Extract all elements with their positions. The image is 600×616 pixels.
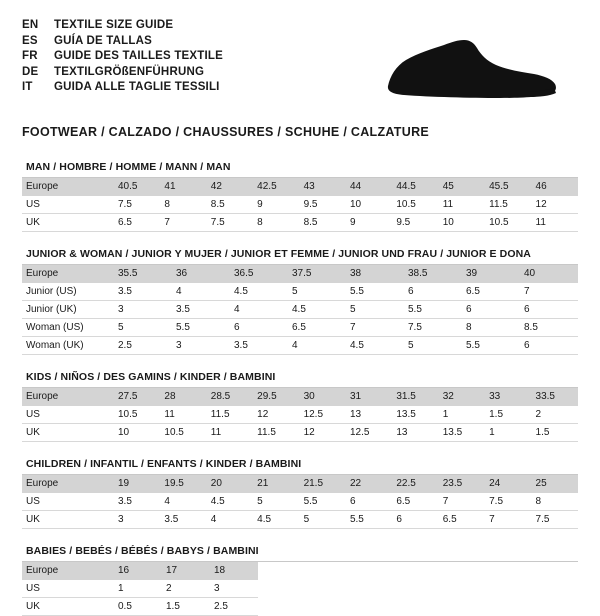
language-code: IT <box>22 81 33 93</box>
size-section <box>22 545 578 616</box>
size-cell: 16 <box>114 562 162 580</box>
size-cell: 35.5 <box>114 265 172 283</box>
table-row <box>22 319 578 337</box>
size-cell: 36 <box>172 265 230 283</box>
size-cell: 13.5 <box>439 424 485 442</box>
size-cell: 1 <box>114 580 162 598</box>
row-label: Woman (UK) <box>22 337 114 355</box>
size-section <box>22 248 578 355</box>
size-cell: 4 <box>230 301 288 319</box>
table-row <box>22 283 578 301</box>
size-cell: 5.5 <box>172 319 230 337</box>
size-cell: 8 <box>253 214 299 232</box>
size-section <box>22 161 578 232</box>
size-cell: 46 <box>532 178 578 196</box>
size-cell: 33.5 <box>532 388 578 406</box>
row-label: Europe <box>22 265 114 283</box>
size-cell: 22 <box>346 475 392 493</box>
size-cell: 11 <box>160 406 206 424</box>
size-cell: 3 <box>114 301 172 319</box>
size-cell: 1.5 <box>162 598 210 616</box>
size-cell: 24 <box>485 475 531 493</box>
size-cell: 12 <box>532 196 578 214</box>
language-row <box>22 65 223 81</box>
size-cell: 30 <box>300 388 346 406</box>
size-cell: 7.5 <box>485 493 531 511</box>
size-cell: 27.5 <box>114 388 160 406</box>
table-row <box>22 562 258 580</box>
size-table <box>22 265 578 355</box>
size-cell: 6.5 <box>439 511 485 529</box>
table-row <box>22 214 578 232</box>
language-code: FR <box>22 50 38 62</box>
table-row <box>22 475 578 493</box>
size-cell: 6 <box>230 319 288 337</box>
section-title: CHILDREN / INFANTIL / ENFANTS / KINDER / BAMBINI <box>22 458 578 475</box>
size-cell: 36.5 <box>230 265 288 283</box>
section-title: KIDS / NIÑOS / DES GAMINS / KINDER / BAMBINI <box>22 371 578 388</box>
size-cell: 4.5 <box>346 337 404 355</box>
size-tables <box>22 161 578 616</box>
size-cell: 45.5 <box>485 178 531 196</box>
size-cell: 40 <box>520 265 578 283</box>
size-cell: 3.5 <box>160 511 206 529</box>
size-cell: 7 <box>485 511 531 529</box>
size-cell: 4 <box>160 493 206 511</box>
table-row <box>22 196 578 214</box>
row-label: Europe <box>22 475 114 493</box>
language-row <box>22 80 223 96</box>
table-row <box>22 388 578 406</box>
size-cell: 12 <box>253 406 299 424</box>
size-cell: 11 <box>207 424 253 442</box>
size-cell: 2 <box>162 580 210 598</box>
language-list <box>22 18 223 96</box>
size-cell: 6.5 <box>392 493 438 511</box>
size-cell: 9 <box>253 196 299 214</box>
size-cell: 9.5 <box>300 196 346 214</box>
table-row <box>22 511 578 529</box>
language-row <box>22 18 223 34</box>
size-cell: 4 <box>288 337 346 355</box>
size-cell: 6 <box>346 493 392 511</box>
row-label: US <box>22 580 114 598</box>
size-cell: 21.5 <box>300 475 346 493</box>
language-code: ES <box>22 34 38 47</box>
size-cell: 29.5 <box>253 388 299 406</box>
size-cell: 4 <box>172 283 230 301</box>
size-cell: 11.5 <box>207 406 253 424</box>
size-cell: 18 <box>210 562 258 580</box>
size-table <box>22 475 578 529</box>
size-cell: 28 <box>160 388 206 406</box>
size-cell: 1 <box>439 406 485 424</box>
row-label: UK <box>22 214 114 232</box>
size-cell: 3.5 <box>114 283 172 301</box>
size-cell: 1 <box>485 424 531 442</box>
size-cell: 7 <box>439 493 485 511</box>
size-cell: 43 <box>300 178 346 196</box>
size-cell: 6.5 <box>114 214 160 232</box>
size-cell: 21 <box>253 475 299 493</box>
row-label: UK <box>22 598 114 616</box>
size-cell: 10.5 <box>160 424 206 442</box>
size-cell: 42.5 <box>253 178 299 196</box>
size-cell: 5.5 <box>346 511 392 529</box>
row-label: UK <box>22 511 114 529</box>
size-cell: 12.5 <box>346 424 392 442</box>
language-row <box>22 49 223 65</box>
size-cell: 42 <box>207 178 253 196</box>
row-label: US <box>22 406 114 424</box>
size-section <box>22 458 578 529</box>
size-cell: 45 <box>439 178 485 196</box>
dress-shoe-illustration <box>380 32 560 109</box>
size-cell: 4.5 <box>253 511 299 529</box>
size-cell: 38 <box>346 265 404 283</box>
size-cell: 10 <box>114 424 160 442</box>
size-cell: 3.5 <box>172 301 230 319</box>
size-cell: 13 <box>346 406 392 424</box>
size-cell: 44 <box>346 178 392 196</box>
size-cell: 6 <box>520 301 578 319</box>
size-cell: 2.5 <box>210 598 258 616</box>
size-cell: 3.5 <box>114 493 160 511</box>
size-cell: 19.5 <box>160 475 206 493</box>
document-header <box>22 18 578 109</box>
table-row <box>22 265 578 283</box>
size-cell: 7 <box>520 283 578 301</box>
size-cell: 5 <box>288 283 346 301</box>
size-table <box>22 178 578 232</box>
size-cell: 7 <box>160 214 206 232</box>
size-cell: 11.5 <box>485 196 531 214</box>
row-label: US <box>22 493 114 511</box>
size-cell: 39 <box>462 265 520 283</box>
size-cell: 7.5 <box>404 319 462 337</box>
size-cell: 0.5 <box>114 598 162 616</box>
table-row <box>22 580 258 598</box>
size-cell: 2.5 <box>114 337 172 355</box>
table-row <box>22 598 258 616</box>
language-text: GUÍA DE TALLAS <box>54 34 152 47</box>
size-cell: 12.5 <box>300 406 346 424</box>
size-cell: 25 <box>532 475 578 493</box>
size-table <box>22 562 258 616</box>
size-cell: 6.5 <box>288 319 346 337</box>
size-cell: 5 <box>300 511 346 529</box>
size-cell: 37.5 <box>288 265 346 283</box>
language-text: GUIDA ALLE TAGLIE TESSILI <box>54 81 220 93</box>
language-code: DE <box>22 65 39 78</box>
size-cell: 31 <box>346 388 392 406</box>
size-cell: 2 <box>532 406 578 424</box>
size-cell: 10 <box>346 196 392 214</box>
size-cell: 40.5 <box>114 178 160 196</box>
size-cell: 7.5 <box>207 214 253 232</box>
size-cell: 10.5 <box>114 406 160 424</box>
size-cell: 28.5 <box>207 388 253 406</box>
size-cell: 12 <box>300 424 346 442</box>
size-cell: 13 <box>392 424 438 442</box>
row-label: US <box>22 196 114 214</box>
size-cell: 11 <box>439 196 485 214</box>
size-cell: 7.5 <box>114 196 160 214</box>
size-cell: 8 <box>160 196 206 214</box>
size-cell: 6 <box>404 283 462 301</box>
language-code: EN <box>22 19 39 31</box>
row-label: Junior (US) <box>22 283 114 301</box>
table-row <box>22 406 578 424</box>
size-cell: 17 <box>162 562 210 580</box>
size-cell: 5.5 <box>346 283 404 301</box>
row-label: Europe <box>22 562 114 580</box>
table-row <box>22 493 578 511</box>
size-cell: 3 <box>172 337 230 355</box>
size-cell: 33 <box>485 388 531 406</box>
size-cell: 10.5 <box>485 214 531 232</box>
size-cell: 5.5 <box>404 301 462 319</box>
row-label: Woman (US) <box>22 319 114 337</box>
size-cell: 44.5 <box>392 178 438 196</box>
size-cell: 3.5 <box>230 337 288 355</box>
size-cell: 10.5 <box>392 196 438 214</box>
size-cell: 5.5 <box>300 493 346 511</box>
size-cell: 19 <box>114 475 160 493</box>
size-cell: 1.5 <box>485 406 531 424</box>
size-cell: 5 <box>253 493 299 511</box>
size-cell: 20 <box>207 475 253 493</box>
footwear-title: FOOTWEAR / CALZADO / CHAUSSURES / SCHUHE / CALZATURE <box>22 125 430 139</box>
size-cell: 3 <box>114 511 160 529</box>
size-cell: 7.5 <box>532 511 578 529</box>
size-cell: 38.5 <box>404 265 462 283</box>
size-cell: 9 <box>346 214 392 232</box>
size-cell: 3 <box>210 580 258 598</box>
size-cell: 31.5 <box>392 388 438 406</box>
row-label: Junior (UK) <box>22 301 114 319</box>
size-cell: 5.5 <box>462 337 520 355</box>
size-cell: 6 <box>392 511 438 529</box>
size-cell: 4 <box>207 511 253 529</box>
size-cell: 8.5 <box>207 196 253 214</box>
row-label: Europe <box>22 388 114 406</box>
size-cell: 9.5 <box>392 214 438 232</box>
section-title: BABIES / BEBÉS / BÉBÉS / BABYS / BAMBINI <box>22 545 578 562</box>
section-title: JUNIOR & WOMAN / JUNIOR Y MUJER / JUNIOR ET FEMME / JUNIOR UND FRAU / JUNIOR E DONA <box>22 248 578 265</box>
size-cell: 22.5 <box>392 475 438 493</box>
size-cell: 8 <box>532 493 578 511</box>
size-cell: 11 <box>532 214 578 232</box>
table-row <box>22 178 578 196</box>
size-cell: 6 <box>462 301 520 319</box>
size-cell: 13.5 <box>392 406 438 424</box>
size-cell: 41 <box>160 178 206 196</box>
size-cell: 5 <box>346 301 404 319</box>
size-cell: 8.5 <box>300 214 346 232</box>
language-row <box>22 34 223 50</box>
size-cell: 6 <box>520 337 578 355</box>
size-cell: 32 <box>439 388 485 406</box>
size-cell: 7 <box>346 319 404 337</box>
size-cell: 1.5 <box>532 424 578 442</box>
language-text: GUIDE DES TAILLES TEXTILE <box>54 50 223 62</box>
size-cell: 8.5 <box>520 319 578 337</box>
size-cell: 10 <box>439 214 485 232</box>
size-cell: 5 <box>114 319 172 337</box>
size-cell: 6.5 <box>462 283 520 301</box>
language-text: TEXTILGRÖßENFÜHRUNG <box>54 65 205 78</box>
size-cell: 5 <box>404 337 462 355</box>
table-row <box>22 337 578 355</box>
size-cell: 4.5 <box>207 493 253 511</box>
table-row <box>22 301 578 319</box>
size-cell: 4.5 <box>230 283 288 301</box>
size-cell: 4.5 <box>288 301 346 319</box>
size-cell: 8 <box>462 319 520 337</box>
language-text: TEXTILE SIZE GUIDE <box>54 19 174 31</box>
row-label: Europe <box>22 178 114 196</box>
row-label: UK <box>22 424 114 442</box>
section-title: MAN / HOMBRE / HOMME / MANN / MAN <box>22 161 578 178</box>
table-row <box>22 424 578 442</box>
size-cell: 23.5 <box>439 475 485 493</box>
size-cell: 11.5 <box>253 424 299 442</box>
size-section <box>22 371 578 442</box>
size-table <box>22 388 578 442</box>
